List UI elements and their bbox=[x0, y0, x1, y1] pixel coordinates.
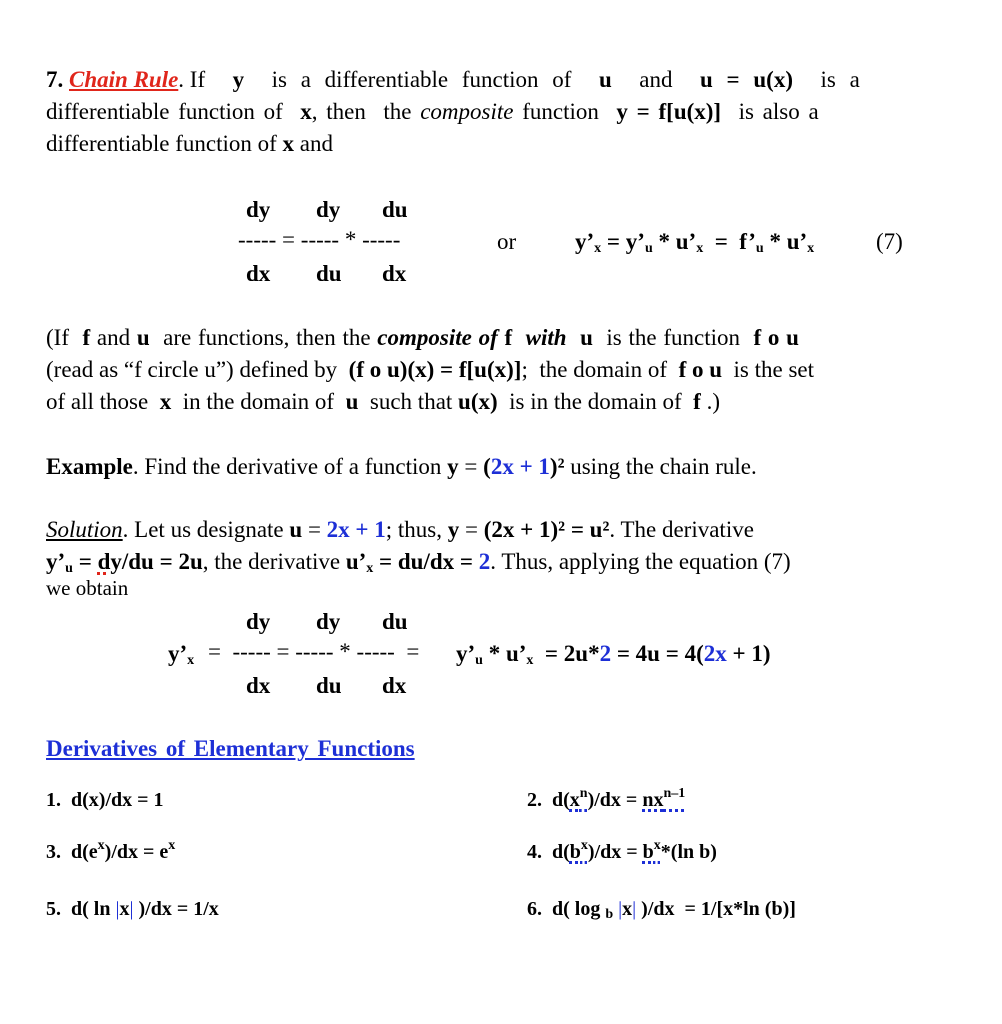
f7-bar2: ----- bbox=[300, 227, 340, 252]
f7-tag: (7) bbox=[876, 229, 903, 254]
f7-times: * bbox=[344, 227, 357, 252]
f7-bars bbox=[238, 228, 400, 251]
f7-den3: dx bbox=[382, 261, 407, 286]
f7-eq: = bbox=[282, 227, 296, 252]
f7-bar1: ----- bbox=[238, 227, 277, 252]
intro-line-2: differentiable function of x, then the composite function y = f[u(x)] is also a bbox=[46, 99, 819, 124]
f7-num3: du bbox=[382, 197, 408, 222]
f7-or: or bbox=[497, 229, 517, 254]
sf-den3: dx bbox=[382, 673, 407, 698]
derivative-item-3: 3. $d(e^x)/dx = e^x$ bbox=[46, 838, 176, 863]
derivatives-heading[interactable]: Derivatives of Elementary Functions bbox=[46, 736, 415, 761]
solution-line-2: $y’_u = dy/du = 2u$, the derivative $u’_x = du/dx = 2$. Thus, applying the equation (7) bbox=[46, 549, 791, 576]
composite-line-1: (If f and u are functions, then the composite of f with u is the function f o u bbox=[46, 325, 799, 350]
composite-line-3: of all those x in the domain of u such that u(x) is in the domain of f .) bbox=[46, 389, 720, 414]
f7-alt: $y’_x$ = $y’_u$ * $u’_x$ = $f’_u$ * $u’_x$ bbox=[575, 229, 815, 256]
f7-num2: dy bbox=[316, 197, 341, 222]
derivative-item-1: 1. d(x)/dx = 1 bbox=[46, 789, 164, 811]
sf-den2: du bbox=[316, 673, 342, 698]
section-title: Chain Rule bbox=[69, 67, 179, 92]
composite-line-2: (read as “f circle u”) defined by (f o u)(x) = f[u(x)]; the domain of f o u is the set bbox=[46, 357, 815, 382]
solution-line-3: we obtain bbox=[46, 576, 129, 600]
sf-den1: dx bbox=[246, 673, 271, 698]
section-number: 7. bbox=[46, 67, 64, 92]
f7-bar3: ----- bbox=[362, 227, 401, 252]
example-line: Example. Find the derivative of a function y = (2x + 1)² using the chain rule. bbox=[46, 454, 757, 479]
derivative-item-6: 6. d( log $_b$ |x| )/dx = 1/[x*ln (b)] bbox=[527, 898, 796, 922]
solution-label: Solution bbox=[46, 517, 123, 542]
solution-line-1: Solution. Let us designate u = 2x + 1; thus, y = (2x + 1)² = u². The derivative bbox=[46, 517, 754, 542]
sf-num1: dy bbox=[246, 609, 271, 634]
derivative-item-2: 2. $d(x^n)/dx = nx^{n-1}$ bbox=[527, 786, 686, 811]
intro-line-1: 7. Chain Rule. If y is a differentiable function of u and u = u(x) is a bbox=[46, 67, 860, 92]
derivative-item-5: 5. d( ln |x| )/dx = 1/x bbox=[46, 898, 219, 920]
f7-num1: dy bbox=[246, 197, 271, 222]
sf-rhs: $y’_u$ * $u’_x = 2u*2 = 4u = 4(2x + 1)$ bbox=[456, 641, 771, 668]
sf-bars: = ----- = ----- * ----- = bbox=[208, 639, 420, 664]
f7-den2: du bbox=[316, 261, 342, 286]
intro-line-3: differentiable function of x and bbox=[46, 131, 333, 156]
derivative-item-4: 4. $d(b^x)/dx = b^x*(\ln$ b) bbox=[527, 838, 717, 863]
sf-lhs: $y’_x$ bbox=[168, 641, 195, 668]
example-label: Example bbox=[46, 454, 133, 479]
sf-num2: dy bbox=[316, 609, 341, 634]
sf-num3: du bbox=[382, 609, 408, 634]
f7-den1: dx bbox=[246, 261, 271, 286]
